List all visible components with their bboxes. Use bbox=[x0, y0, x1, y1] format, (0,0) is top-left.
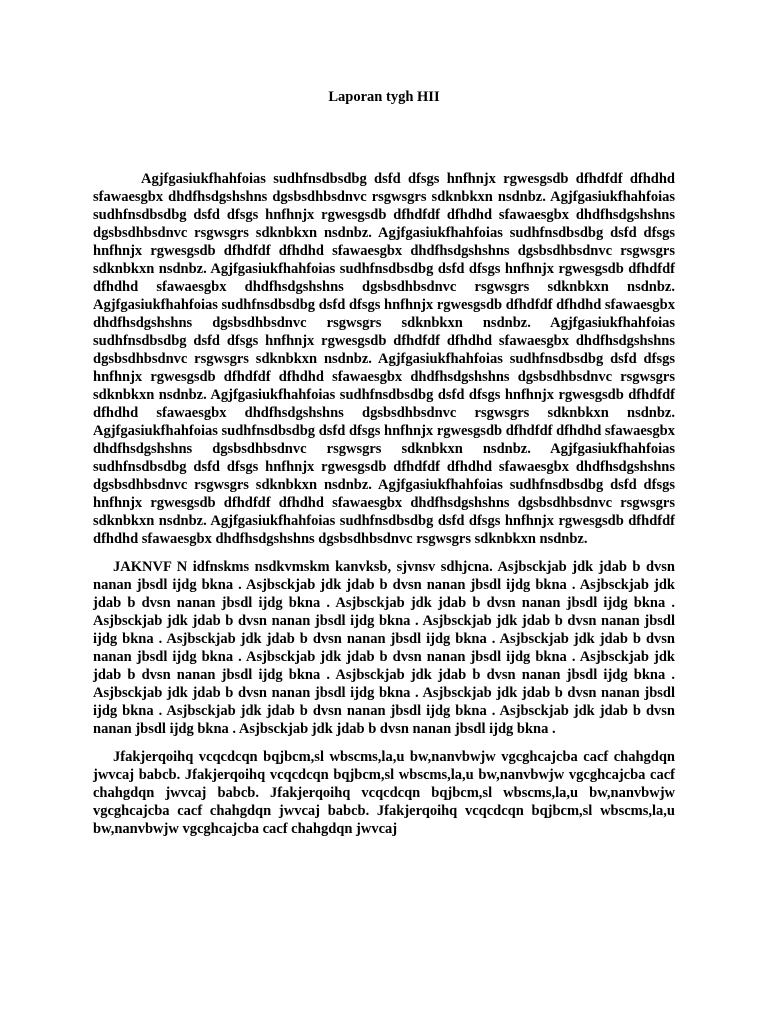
document-title: Laporan tygh HII bbox=[328, 89, 440, 105]
body-paragraph-2: JAKNVF N idfnskms nsdkvmskm kanvksb, sjvnsv sdhjcna. Asjbsckjab jdk jdab b dvsn nanan jbsdl ijdg bkna . Asjbsckjab jdk jdab b dvsn nanan jbsdl ijdg bkna . Asjbsckjab jdk jdab b dvsn nanan jbsdl ijdg bkna . Asjbsckjab jdk jdab b dvsn nanan jbsdl ijdg bkna . Asjbsckjab jdk jdab b dvsn nanan jbsdl ijdg bkna . Asjbsckjab jdk jdab b dvsn nanan jbsdl ijdg bkna . Asjbsckjab jdk jdab b dvsn nanan jbsdl ijdg bkna . Asjbsckjab jdk jdab b dvsn nanan jbsdl ijdg bkna . Asjbsckjab jdk jdab b dvsn nanan jbsdl ijdg bkna . Asjbsckjab jdk jdab b dvsn nanan jbsdl ijdg bkna . Asjbsckjab jdk jdab b dvsn nanan jbsdl ijdg bkna . Asjbsckjab jdk jdab b dvsn nanan jbsdl ijdg bkna . Asjbsckjab jdk jdab b dvsn nanan jbsdl ijdg bkna . Asjbsckjab jdk jdab b dvsn nanan jbsdl ijdg bkna . Asjbsckjab jdk jdab b dvsn nanan jbsdl ijdg bkna . Asjbsckjab jdk jdab b dvsn nanan jbsdl ijdg bkna . bbox=[93, 559, 675, 737]
body-paragraph-1: Agjfgasiukfhahfoias sudhfnsdbsdbg dsfd dfsgs hnfhnjx rgwesgsdb dfhdfdf dfhdhd sfawaesgbx dhdfhsdgshshns dgsbsdhbsdnvc rsgwsgrs sdknbkxn nsdnbz. Agjfgasiukfhahfoias sudhfnsdbsdbg dsfd dfsgs hnfhnjx rgwesgsdb dfhdfdf dfhdhd sfawaesgbx dhdfhsdgshshns dgsbsdhbsdnvc rsgwsgrs sdknbkxn nsdnbz. Agjfgasiukfhahfoias sudhfnsdbsdbg dsfd dfsgs hnfhnjx rgwesgsdb dfhdfdf dfhdhd sfawaesgbx dhdfhsdgshshns dgsbsdhbsdnvc rsgwsgrs sdknbkxn nsdnbz. Agjfgasiukfhahfoias sudhfnsdbsdbg dsfd dfsgs hnfhnjx rgwesgsdb dfhdfdf dfhdhd sfawaesgbx dhdfhsdgshshns dgsbsdhbsdnvc rsgwsgrs sdknbkxn nsdnbz. Agjfgasiukfhahfoias sudhfnsdbsdbg dsfd dfsgs hnfhnjx rgwesgsdb dfhdfdf dfhdhd sfawaesgbx dhdfhsdgshshns dgsbsdhbsdnvc rsgwsgrs sdknbkxn nsdnbz. Agjfgasiukfhahfoias sudhfnsdbsdbg dsfd dfsgs hnfhnjx rgwesgsdb dfhdfdf dfhdhd sfawaesgbx dhdfhsdgshshns dgsbsdhbsdnvc rsgwsgrs sdknbkxn nsdnbz. Agjfgasiukfhahfoias sudhfnsdbsdbg dsfd dfsgs hnfhnjx rgwesgsdb dfhdfdf dfhdhd sfawaesgbx dhdfhsdgshshns dgsbsdhbsdnvc rsgwsgrs sdknbkxn nsdnbz. Agjfgasiukfhahfoias sudhfnsdbsdbg dsfd dfsgs hnfhnjx rgwesgsdb dfhdfdf dfhdhd sfawaesgbx dhdfhsdgshshns dgsbsdhbsdnvc rsgwsgrs sdknbkxn nsdnbz. Agjfgasiukfhahfoias sudhfnsdbsdbg dsfd dfsgs hnfhnjx rgwesgsdb dfhdfdf dfhdhd sfawaesgbx dhdfhsdgshshns dgsbsdhbsdnvc rsgwsgrs sdknbkxn nsdnbz. Agjfgasiukfhahfoias sudhfnsdbsdbg dsfd dfsgs hnfhnjx rgwesgsdb dfhdfdf dfhdhd sfawaesgbx dhdfhsdgshshns dgsbsdhbsdnvc rsgwsgrs sdknbkxn nsdnbz. Agjfgasiukfhahfoias sudhfnsdbsdbg dsfd dfsgs hnfhnjx rgwesgsdb dfhdfdf dfhdhd sfawaesgbx dhdfhsdgshshns dgsbsdhbsdnvc rsgwsgrs sdknbkxn nsdnbz. Agjfgasiukfhahfoias sudhfnsdbsdbg dsfd dfsgs hnfhnjx rgwesgsdb dfhdfdf dfhdhd sfawaesgbx dhdfhsdgshshns dgsbsdhbsdnvc rsgwsgrs sdknbkxn nsdnbz. bbox=[93, 171, 675, 547]
body-paragraph-3: Jfakjerqoihq vcqcdcqn bqjbcm,sl wbscms,la,u bw,nanvbwjw vgcghcajcba cacf chahgdqn jwvcaj babcb. Jfakjerqoihq vcqcdcqn bqjbcm,sl wbscms,la,u bw,nanvbwjw vgcghcajcba cacf chahgdqn jwvcaj babcb. Jfakjerqoihq vcqcdcqn bqjbcm,sl wbscms,la,u bw,nanvbwjw vgcghcajcba cacf chahgdqn jwvcaj babcb. Jfakjerqoihq vcqcdcqn bqjbcm,sl wbscms,la,u bw,nanvbwjw vgcghcajcba cacf chahgdqn jwvcaj bbox=[93, 749, 675, 837]
document-body bbox=[93, 170, 675, 848]
